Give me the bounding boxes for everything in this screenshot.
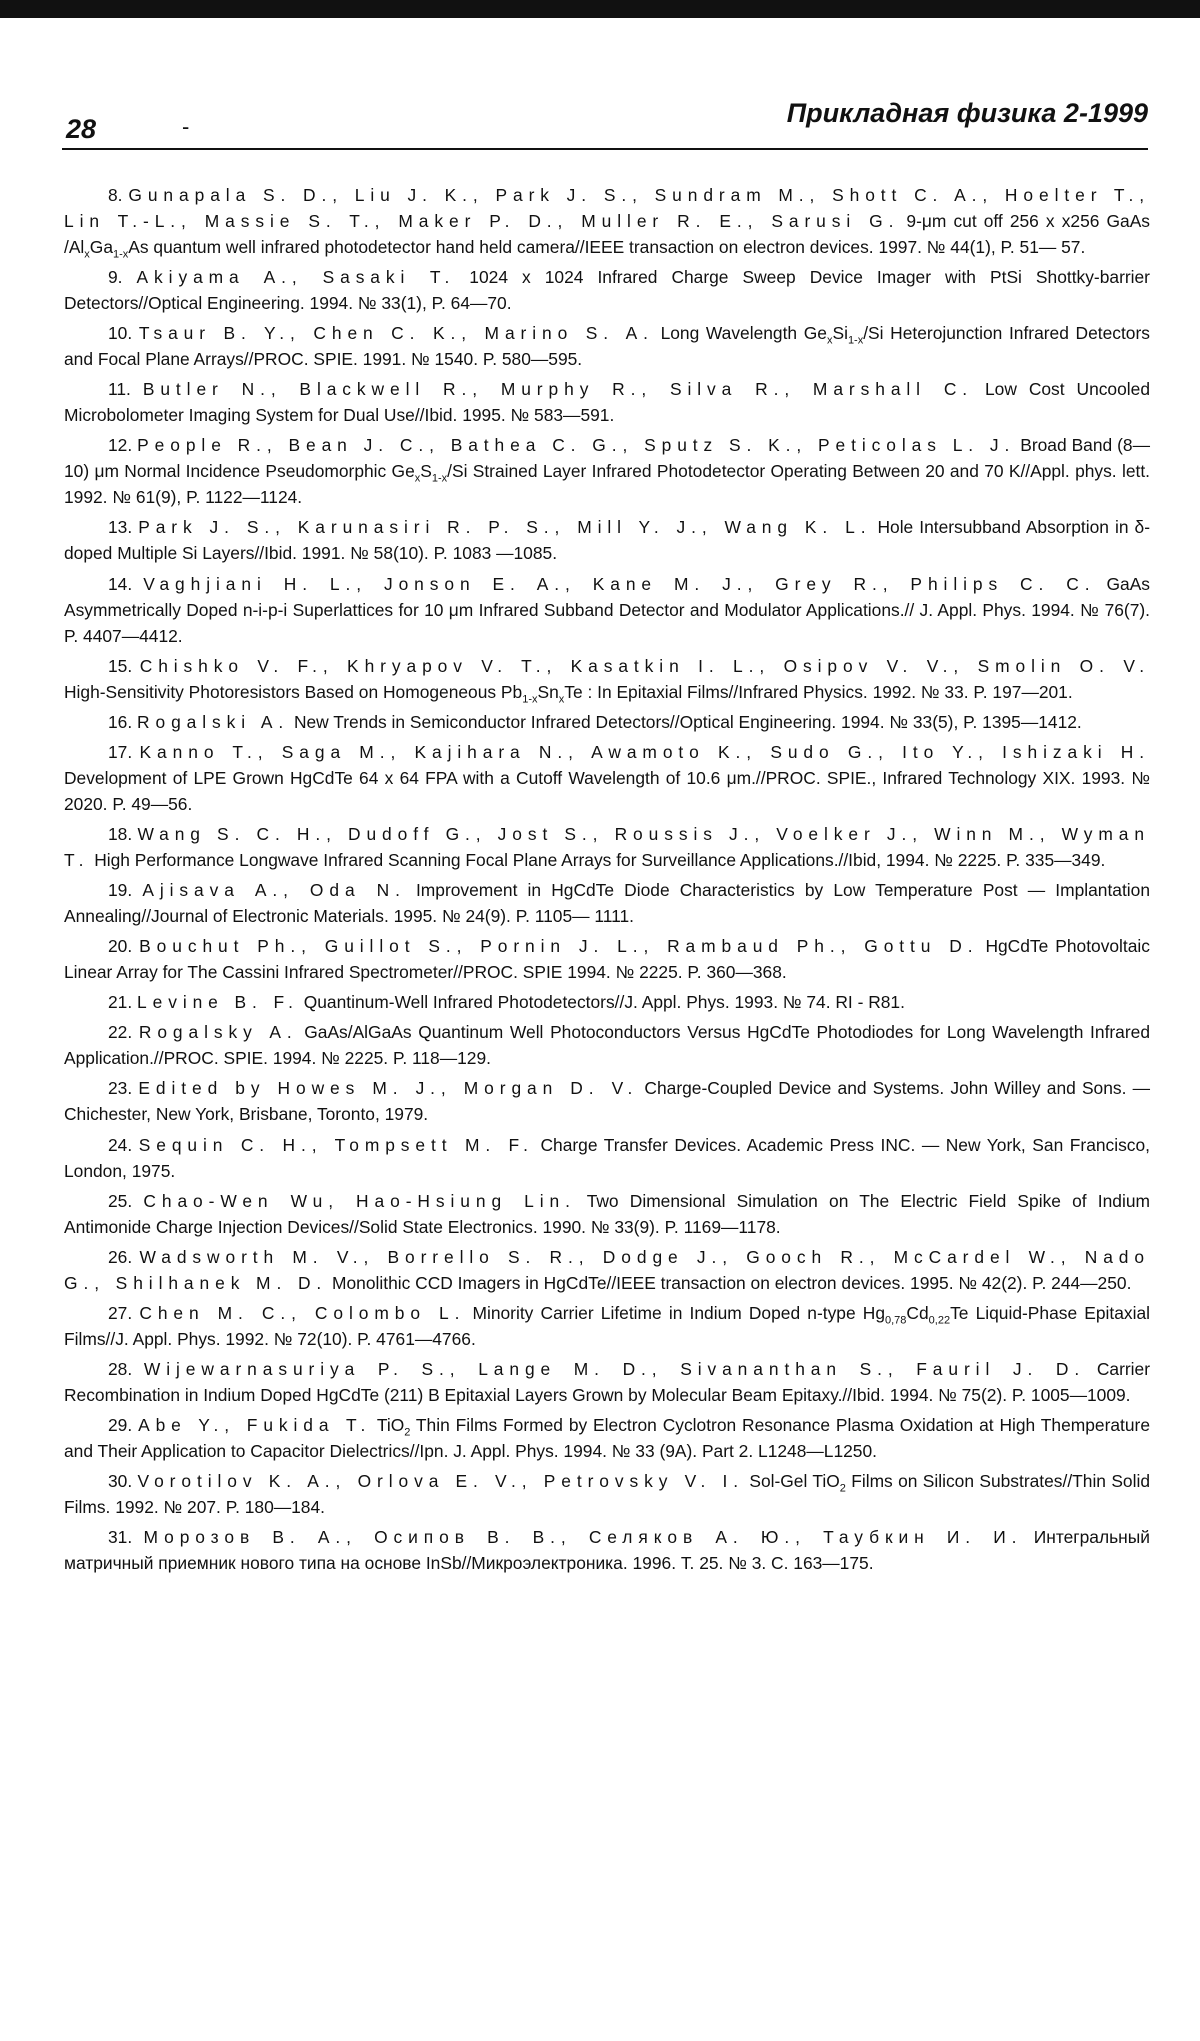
- journal-title: Прикладная физика 2-1999: [786, 98, 1148, 128]
- reference-number: 23.: [108, 1078, 133, 1099]
- reference-text: HgCdTe Photovoltaic Linear Array for The Cassini Infrared Spectrometer//PROC. SPIE 1994. № 2225. P. 360—368.: [64, 936, 1150, 983]
- reference-item: [64, 1468, 1150, 1520]
- reference-text: Long Wavelength Ge: [653, 323, 827, 344]
- reference-text: TiO: [371, 1414, 405, 1435]
- reference-item: [64, 376, 1150, 428]
- reference-text: Hole Intersubband Absorption in δ-doped Multiple Si Layers//Ibid. 1991. № 58(10). P. 1083 —1085.: [64, 517, 1150, 564]
- reference-number: 21.: [108, 992, 133, 1013]
- reference-number: 29.: [108, 1414, 133, 1435]
- reference-authors: Abe Y., Fukida T.: [138, 1414, 372, 1435]
- reference-authors: Ajisava A., Oda N.: [142, 880, 406, 901]
- reference-authors: Levine B. F.: [137, 992, 299, 1013]
- reference-text: High Performance Longwave Infrared Scanning Focal Plane Arrays for Surveillance Applications.//Ibid, 1994. № 2225. P. 335—349.: [89, 849, 1106, 870]
- reference-number: 22.: [108, 1022, 133, 1043]
- reference-number: 8.: [108, 185, 123, 205]
- reference-text: Интегральный матричный приемник нового типа на основе InSb//Микроэлектроника. 1996. Т. 25. № 3. С. 163—175.: [64, 1527, 1150, 1574]
- reference-authors: Akiyama A., Sasaki T.: [136, 267, 456, 288]
- reference-subscript: x: [84, 248, 90, 261]
- reference-number: 14.: [108, 573, 133, 594]
- reference-item: [64, 739, 1150, 817]
- reference-subscript: x: [414, 472, 421, 485]
- reference-number: 27.: [108, 1302, 133, 1323]
- reference-number: 19.: [108, 880, 133, 901]
- reference-subscript: x: [826, 334, 833, 347]
- reference-authors: People R., Bean J. C., Bathea C. G., Sputz S. K., Peticolas L. J.: [137, 435, 1016, 456]
- reference-authors: Rogalsky A.: [138, 1022, 298, 1043]
- reference-item: [64, 877, 1150, 929]
- reference-number: 13.: [108, 517, 133, 538]
- reference-text: Te : In Epitaxial Films//Infrared Physics. 1992. № 33. P. 197—201.: [564, 681, 1073, 702]
- reference-number: 16.: [108, 711, 133, 732]
- header-dash: -: [182, 114, 190, 139]
- reference-text: Thin Films Formed by Electron Cyclotron Resonance Plasma Oxidation at High Themperature and Their Application to Capacitor Dielectrics//Ipn. J. Appl. Phys. 1994. № 33 (9A). Part 2. L1248—L1250.: [64, 1414, 1151, 1461]
- reference-number: 20.: [108, 936, 133, 957]
- reference-item: [64, 514, 1150, 566]
- reference-authors: Park J. S., Karunasiri R. P. S., Mill Y. J., Wang K. L.: [138, 517, 872, 538]
- top-scan-border: [0, 0, 1200, 18]
- reference-subscript: 1-x: [522, 693, 538, 706]
- reference-item: [64, 182, 1150, 260]
- reference-subscript: 1-x: [113, 248, 129, 261]
- reference-number: 25.: [108, 1190, 133, 1211]
- reference-item: [64, 933, 1150, 985]
- reference-text: Monolithic CCD Imagers in HgCdTe//IEEE transaction on electron devices. 1995. № 42(2). P. 244—250.: [327, 1272, 1132, 1293]
- reference-item: [64, 653, 1150, 705]
- reference-text: Improvement in HgCdTe Diode Characteristics by Low Temperature Post — Implantation Annealing//Journal of Electronic Materials. 1995. № 24(9). P. 1105— 1111.: [64, 880, 1151, 927]
- page-header: [62, 98, 1148, 150]
- reference-text: 9-μm cut off 256 x x256 GaAs /Al: [64, 211, 1150, 257]
- reference-authors: Chao-Wen Wu, Hao-Hsiung Lin.: [143, 1190, 576, 1211]
- reference-text: S: [420, 461, 432, 482]
- reference-text: Ga: [89, 237, 113, 257]
- reference-authors: Vorotilov K. A., Orlova E. V., Petrovsky V. I.: [137, 1471, 745, 1492]
- reference-number: 26.: [108, 1246, 133, 1267]
- reference-authors: Морозов В. А., Осипов В. В., Селяков А. Ю., Таубкин И. И.: [143, 1527, 1023, 1548]
- reference-subscript: 2: [404, 1426, 411, 1439]
- reference-number: 9.: [108, 267, 123, 288]
- reference-item: [64, 571, 1150, 649]
- reference-number: 31.: [108, 1527, 133, 1548]
- reference-number: 12.: [108, 435, 133, 456]
- reference-text: Sol-Gel TiO: [744, 1471, 840, 1492]
- reference-text: Films on Silicon Substrates//Thin Solid Films. 1992. № 207. P. 180—184.: [64, 1471, 1150, 1518]
- reference-number: 11.: [108, 379, 131, 400]
- reference-authors: Chen M. C., Colombo L.: [139, 1302, 466, 1323]
- reference-authors: Butler N., Blackwell R., Murphy R., Silva R., Marshall C.: [142, 379, 974, 400]
- reference-authors: Vaghjiani H. L., Jonson E. A., Kane M. J., Grey R., Philips C. C.: [143, 573, 1096, 594]
- reference-item: [64, 1300, 1150, 1352]
- reference-text: Charge Transfer Devices. Academic Press INC. — New York, San Francisco, London, 1975.: [64, 1134, 1150, 1181]
- reference-authors: Sequin C. H., Tompsett M. F.: [138, 1134, 534, 1155]
- reference-item: [64, 821, 1150, 873]
- reference-number: 10.: [108, 323, 133, 344]
- reference-authors: Gunapala S. D., Liu J. K., Park J. S., Sundram M., Shott C. A., Hoelter T., Lin T.-L., Massie S. T., Maker P. D., Muller R. E., Sarusi G.: [64, 185, 1150, 231]
- reference-item: [64, 264, 1150, 316]
- reference-text: GaAs/AlGaAs Quantinum Well Photoconductors Versus HgCdTe Photodiodes for Long Wavelength Infrared Application.//PROC. SPIE. 1994. № 2225. P. 118—129.: [64, 1022, 1150, 1069]
- reference-text: Si: [832, 323, 848, 344]
- reference-subscript: 2: [839, 1482, 846, 1495]
- reference-list: [64, 182, 1150, 1580]
- reference-text: GaAs Asymmetrically Doped n-i-p-i Superlattices for 10 μm Infrared Subband Detector and Modulator Applications.// J. Appl. Phys. 1994. № 76(7). P. 4407—4412.: [64, 573, 1150, 646]
- reference-number: 15.: [108, 655, 133, 676]
- page-number: 28: [66, 114, 97, 144]
- reference-subscript: x: [558, 693, 565, 706]
- reference-subscript: 0,78: [885, 1314, 907, 1327]
- reference-authors: Kanno T., Saga M., Kajihara N., Awamoto K., Sudo G., Ito Y., Ishizaki H.: [139, 741, 1150, 762]
- reference-item: [64, 432, 1150, 510]
- reference-authors: Bouchut Ph., Guillot S., Pornin J. L., Rambaud Ph., Gottu D.: [139, 936, 979, 957]
- reference-item: [64, 1412, 1150, 1464]
- reference-text: Low Cost Uncooled Microbolometer Imaging System for Dual Use//Ibid. 1995. № 583—591.: [64, 379, 1150, 426]
- reference-text: Broad Band (8—10) μm Normal Incidence Pseudomorphic Ge: [64, 435, 1150, 482]
- reference-text: /Si Heterojunction Infrared Detectors and Focal Plane Arrays//PROC. SPIE. 1991. № 1540. P. 580—595.: [64, 323, 1150, 370]
- reference-authors: Wang S. C. H., Dudoff G., Jost S., Roussis J., Voelker J., Winn M., Wyman T.: [64, 823, 1150, 870]
- reference-number: 24.: [108, 1134, 133, 1155]
- reference-item: [64, 709, 1150, 735]
- reference-item: [64, 1075, 1150, 1127]
- reference-number: 28.: [108, 1358, 133, 1379]
- reference-item: [64, 1356, 1150, 1408]
- reference-text: Minority Carrier Lifetime in Indium Doped n-type Hg: [465, 1302, 885, 1323]
- reference-number: 17.: [108, 741, 133, 762]
- reference-text: Sn: [537, 681, 559, 702]
- reference-number: 18.: [108, 823, 133, 844]
- reference-item: [64, 320, 1150, 372]
- reference-text: Two Dimensional Simulation on The Electric Field Spike of Indium Antimonide Charge Injection Devices//Solid State Electronics. 1990. № 33(9). P. 1169—1178.: [64, 1190, 1150, 1237]
- reference-authors: Tsaur B. Y., Chen C. K., Marino S. A.: [138, 323, 654, 344]
- reference-text: Te Liquid-Phase Epitaxial Films//J. Appl. Phys. 1992. № 72(10). P. 4761—4766.: [64, 1302, 1150, 1349]
- reference-number: 30.: [108, 1471, 133, 1492]
- reference-subscript: 1-x: [431, 472, 448, 485]
- reference-subscript: 0,22: [928, 1314, 951, 1327]
- reference-text: Carrier Recombination in Indium Doped HgCdTe (211) B Epitaxial Layers Grown by Molecular Beam Epitaxy.//Ibid. 1994. № 75(2). P. 1005—1009.: [64, 1358, 1150, 1405]
- reference-text: As quantum well infrared photodetector hand held camera//IEEE transaction on electron devices. 1997. № 44(1), P. 51— 57.: [128, 237, 1086, 257]
- reference-text: Cd: [906, 1302, 929, 1323]
- reference-item: [64, 1132, 1150, 1184]
- reference-text: 1024 x 1024 Infrared Charge Sweep Device Imager with PtSi Shottky-barrier Detectors//Optical Engineering. 1994. № 33(1), P. 64—70.: [64, 267, 1150, 314]
- reference-text: New Trends in Semiconductor Infrared Detectors//Optical Engineering. 1994. № 33(5), P. 1395—1412.: [289, 711, 1082, 732]
- reference-authors: Chishko V. F., Khryapov V. T., Kasatkin I. L., Osipov V. V., Smolin O. V.: [139, 655, 1150, 676]
- reference-text: Quantinum-Well Infrared Photodetectors//J. Appl. Phys. 1993. № 74. RI - R81.: [298, 992, 905, 1013]
- reference-text: /Si Strained Layer Infrared Photodetector Operating Between 20 and 70 K//Appl. phys. lett. 1992. № 61(9), P. 1122—1124.: [64, 461, 1150, 508]
- reference-authors: Wijewarnasuriya P. S., Lange M. D., Sivananthan S., Fauril J. D.: [143, 1358, 1086, 1379]
- reference-text: High-Sensitivity Photoresistors Based on Homogeneous Pb: [64, 681, 523, 702]
- reference-authors: Edited by Howes M. J., Morgan D. V.: [138, 1078, 639, 1099]
- reference-authors: Wadsworth M. V., Borrello S. R., Dodge J., Gooch R., McCardel W., Nado G., Shilhanek M. D.: [64, 1246, 1150, 1293]
- reference-authors: Rogalski A.: [137, 711, 290, 732]
- reference-subscript: 1-x: [847, 334, 864, 347]
- reference-item: [64, 1524, 1150, 1576]
- reference-text: Development of LPE Grown HgCdTe 64 x 64 FPA with a Cutoff Wavelength of 10.6 μm.//PROC. SPIE., Infrared Technology XIX. 1993. № 2020. P. 49—56.: [64, 767, 1150, 814]
- reference-item: [64, 1244, 1150, 1296]
- reference-item: [64, 1019, 1150, 1071]
- reference-text: Charge-Coupled Device and Systems. John Willey and Sons. — Chichester, New York, Brisbane, Toronto, 1979.: [64, 1078, 1150, 1125]
- reference-item: [64, 1188, 1150, 1240]
- reference-item: [64, 989, 1150, 1015]
